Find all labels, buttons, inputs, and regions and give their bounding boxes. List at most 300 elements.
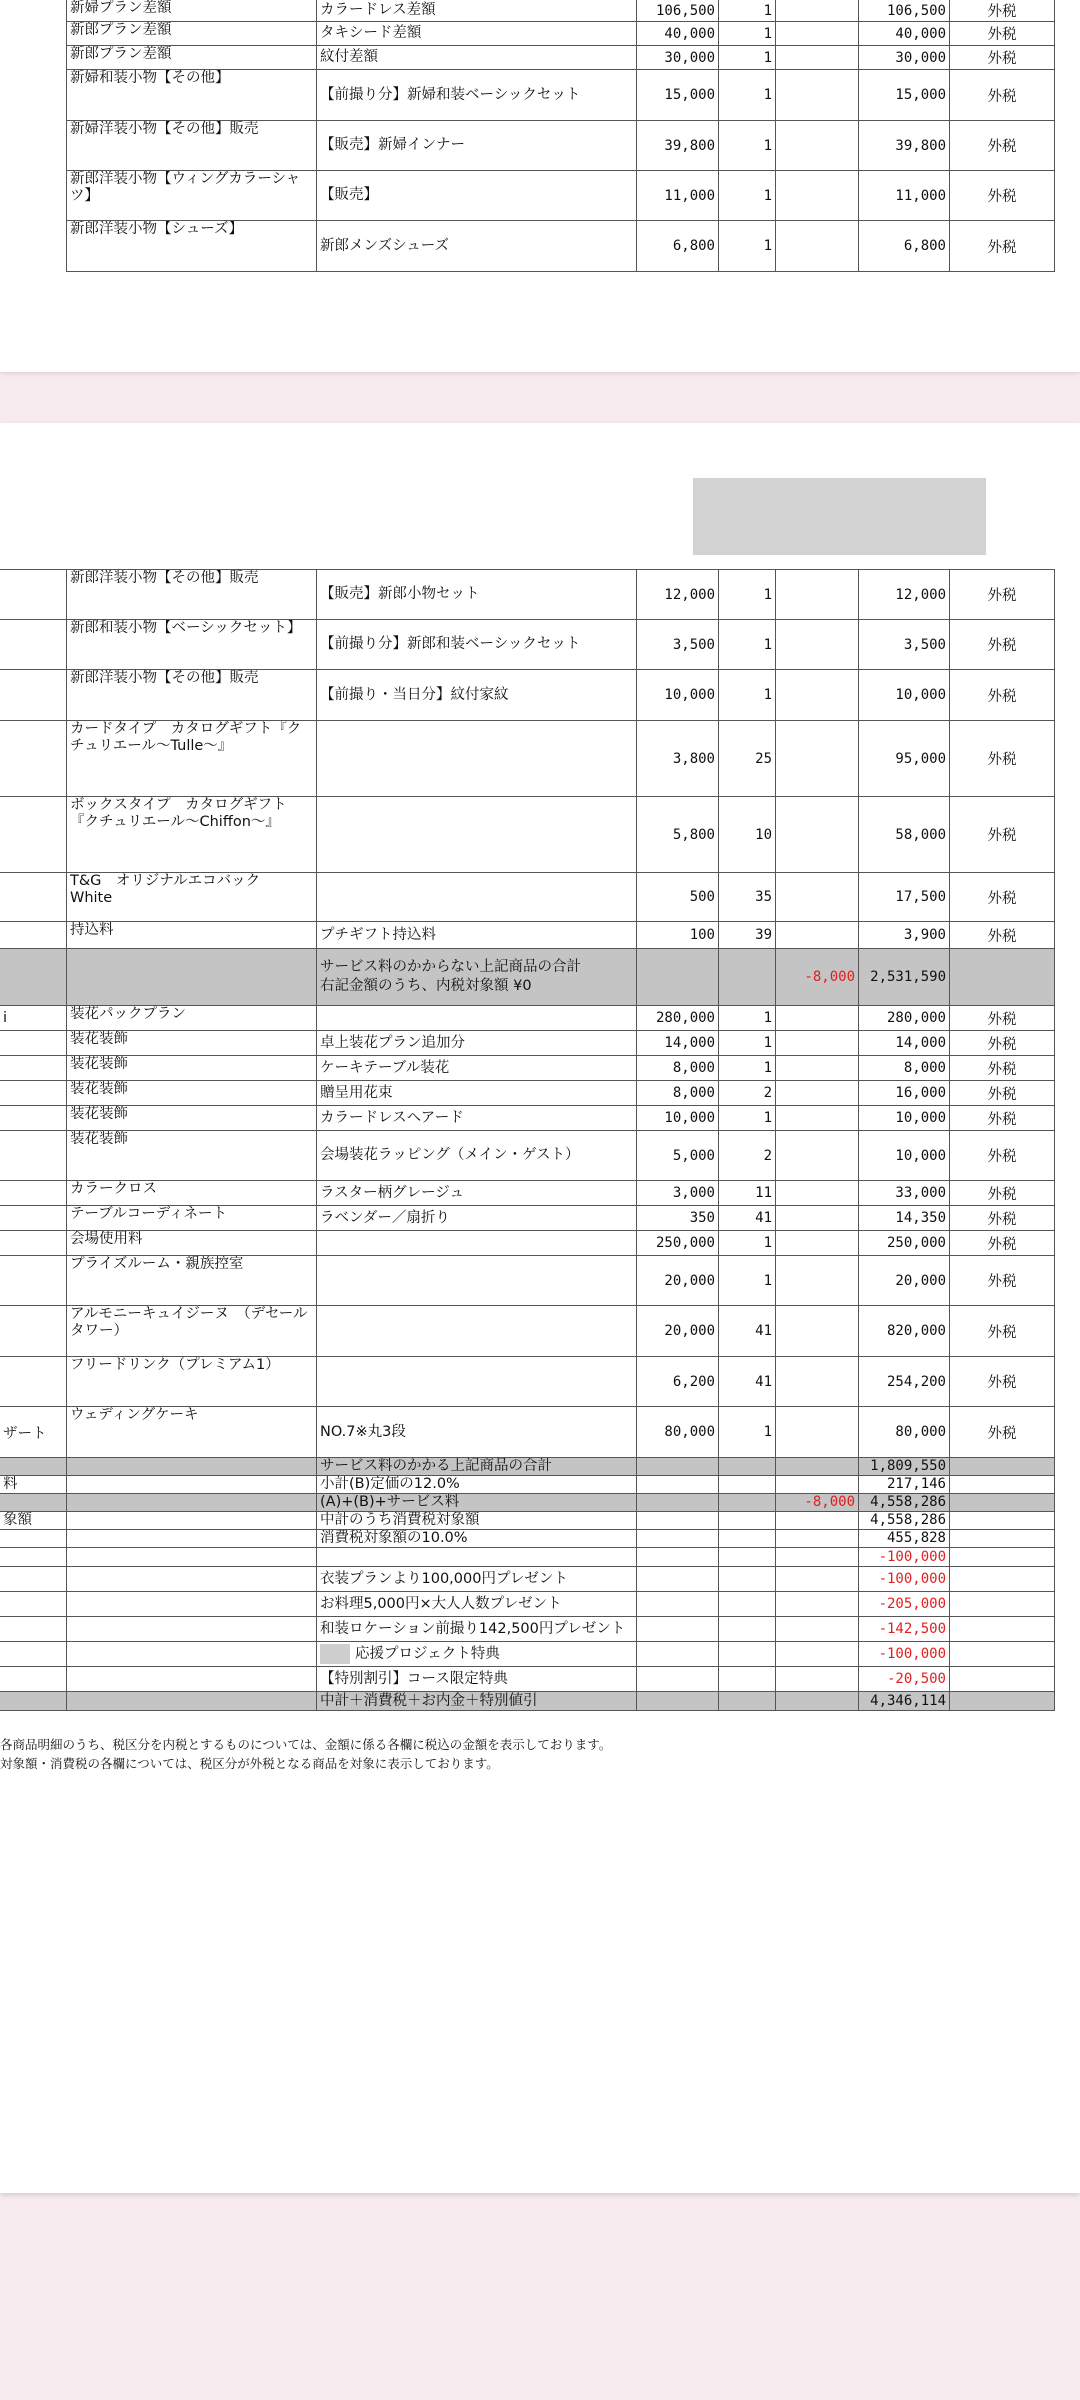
- unit-price-cell: 40,000: [637, 22, 719, 46]
- table-row: [67, 46, 1055, 70]
- table-row: [0, 1407, 1055, 1458]
- category-cell: [0, 1692, 67, 1711]
- amount-cell: -205,000: [859, 1592, 950, 1617]
- unit-price-cell: [637, 1642, 719, 1667]
- item-description-cell: ラベンダー／扇折り: [317, 1206, 637, 1231]
- amount-cell: 14,350: [859, 1206, 950, 1231]
- quantity-cell: 39: [719, 922, 776, 949]
- discount-cell: [776, 171, 859, 221]
- tax-type-cell: 外税: [950, 1056, 1055, 1081]
- unit-price-cell: [637, 1530, 719, 1548]
- unit-price-cell: [637, 1692, 719, 1711]
- item-description-cell: 中計のうち消費税対象額: [317, 1512, 637, 1530]
- item-description-cell: サービス料のかからない上記商品の合計 右記金額のうち、内税対象額 ¥0: [317, 949, 637, 1006]
- item-description-cell: 【販売】新郎小物セット: [317, 570, 637, 620]
- item-description-cell: プチギフト持込料: [317, 922, 637, 949]
- item-name-cell: 新婦和装小物【その他】: [67, 70, 317, 121]
- category-cell: 料: [0, 1476, 67, 1494]
- item-name-cell: [67, 1476, 317, 1494]
- amount-cell: 14,000: [859, 1031, 950, 1056]
- discount-cell: [776, 1458, 859, 1476]
- discount-cell: -8,000: [776, 1494, 859, 1512]
- quantity-cell: [719, 1592, 776, 1617]
- table-row: [0, 1642, 1055, 1667]
- tax-type-cell: 外税: [950, 171, 1055, 221]
- tax-type-cell: [950, 1512, 1055, 1530]
- discount-cell: [776, 1476, 859, 1494]
- category-cell: [0, 1667, 67, 1692]
- amount-cell: 10,000: [859, 670, 950, 721]
- quantity-cell: 1: [719, 1106, 776, 1131]
- discount-cell: [776, 1256, 859, 1306]
- tax-type-cell: 外税: [950, 1256, 1055, 1306]
- item-description-cell: [317, 797, 637, 873]
- discount-cell: [776, 22, 859, 46]
- unit-price-cell: 11,000: [637, 171, 719, 221]
- category-cell: [0, 1031, 67, 1056]
- item-description-cell: ケーキテーブル装花: [317, 1056, 637, 1081]
- item-name-cell: [67, 1617, 317, 1642]
- item-description-cell: [317, 1357, 637, 1407]
- amount-cell: 12,000: [859, 570, 950, 620]
- discount-cell: [776, 1031, 859, 1056]
- item-name-cell: [67, 1692, 317, 1711]
- tax-type-cell: 外税: [950, 570, 1055, 620]
- amount-cell: 95,000: [859, 721, 950, 797]
- quantity-cell: 1: [719, 620, 776, 670]
- quantity-cell: [719, 1667, 776, 1692]
- tax-type-cell: 外税: [950, 721, 1055, 797]
- tax-type-cell: [950, 949, 1055, 1006]
- amount-cell: 6,800: [859, 221, 950, 272]
- discount-cell: [776, 1357, 859, 1407]
- tax-type-cell: [950, 1692, 1055, 1711]
- quantity-cell: 25: [719, 721, 776, 797]
- discount-cell: [776, 1567, 859, 1592]
- item-name-cell: 装花装飾: [67, 1106, 317, 1131]
- table-row: [0, 1106, 1055, 1131]
- amount-cell: 10,000: [859, 1131, 950, 1181]
- table-row: [0, 1476, 1055, 1494]
- item-description-cell: 中計＋消費税＋お内金＋特別値引: [317, 1692, 637, 1711]
- discount-cell: [776, 1617, 859, 1642]
- item-name-cell: フリードリンク（プレミアム1）: [67, 1357, 317, 1407]
- tax-type-cell: 外税: [950, 1231, 1055, 1256]
- line-items-table-1: [66, 0, 1055, 272]
- amount-cell: -142,500: [859, 1617, 950, 1642]
- discount-cell: [776, 1306, 859, 1357]
- table-row: [0, 1592, 1055, 1617]
- item-description-cell: 和装ロケーション前撮り142,500円プレゼント: [317, 1617, 637, 1642]
- table-row: [67, 121, 1055, 171]
- category-cell: [0, 1458, 67, 1476]
- amount-cell: 4,558,286: [859, 1494, 950, 1512]
- item-description-cell: ラスター柄グレージュ: [317, 1181, 637, 1206]
- unit-price-cell: [637, 1592, 719, 1617]
- discount-cell: [776, 1692, 859, 1711]
- category-cell: [0, 949, 67, 1006]
- item-description-cell: 【特別割引】コース限定特典: [317, 1667, 637, 1692]
- table-row: [0, 1357, 1055, 1407]
- quantity-cell: 1: [719, 1256, 776, 1306]
- item-description-cell: [317, 1256, 637, 1306]
- unit-price-cell: [637, 949, 719, 1006]
- item-description-cell: 【前撮り分】新婦和装ベーシックセット: [317, 70, 637, 121]
- amount-cell: 455,828: [859, 1530, 950, 1548]
- category-cell: [0, 1530, 67, 1548]
- item-name-cell: [67, 1512, 317, 1530]
- unit-price-cell: 350: [637, 1206, 719, 1231]
- amount-cell: 80,000: [859, 1407, 950, 1458]
- discount-cell: [776, 70, 859, 121]
- item-name-cell: [67, 1592, 317, 1617]
- unit-price-cell: 3,800: [637, 721, 719, 797]
- table-row: [0, 1006, 1055, 1031]
- discount-cell: [776, 1106, 859, 1131]
- item-description-cell: [317, 1548, 637, 1567]
- category-cell: [0, 1181, 67, 1206]
- category-cell: [0, 670, 67, 721]
- table-row: [0, 1306, 1055, 1357]
- amount-cell: 16,000: [859, 1081, 950, 1106]
- category-cell: [0, 721, 67, 797]
- item-name-cell: カラークロス: [67, 1181, 317, 1206]
- amount-cell: 17,500: [859, 873, 950, 922]
- tax-type-cell: 外税: [950, 1031, 1055, 1056]
- amount-cell: 39,800: [859, 121, 950, 171]
- item-name-cell: [67, 1530, 317, 1548]
- quantity-cell: 1: [719, 22, 776, 46]
- unit-price-cell: 3,500: [637, 620, 719, 670]
- item-name-cell: 新郎プラン差額: [67, 46, 317, 70]
- quantity-cell: 41: [719, 1306, 776, 1357]
- category-cell: [0, 1357, 67, 1407]
- discount-cell: [776, 1131, 859, 1181]
- amount-cell: 11,000: [859, 171, 950, 221]
- unit-price-cell: 20,000: [637, 1306, 719, 1357]
- tax-type-cell: [950, 1567, 1055, 1592]
- table-row: [0, 873, 1055, 922]
- category-cell: [0, 1106, 67, 1131]
- quantity-cell: [719, 1494, 776, 1512]
- unit-price-cell: 5,000: [637, 1131, 719, 1181]
- item-name-cell: 装花装飾: [67, 1056, 317, 1081]
- item-name-cell: [67, 1548, 317, 1567]
- category-cell: [0, 570, 67, 620]
- category-cell: [0, 1592, 67, 1617]
- discount-cell: [776, 670, 859, 721]
- item-description-cell: タキシード差額: [317, 22, 637, 46]
- discount-cell: [776, 873, 859, 922]
- item-name-cell: 新郎洋装小物【ウィングカラーシャツ】: [67, 171, 317, 221]
- discount-cell: [776, 1667, 859, 1692]
- unit-price-cell: [637, 1617, 719, 1642]
- unit-price-cell: 80,000: [637, 1407, 719, 1458]
- discount-cell: [776, 1231, 859, 1256]
- item-description-cell: 消費税対象額の10.0%: [317, 1530, 637, 1548]
- discount-cell: [776, 620, 859, 670]
- category-cell: [0, 797, 67, 873]
- item-description-cell: (A)+(B)+サービス料: [317, 1494, 637, 1512]
- item-name-cell: カードタイプ カタログギフト『クチュリエール～Tulle～』: [67, 721, 317, 797]
- discount-cell: [776, 121, 859, 171]
- table-row: [0, 1667, 1055, 1692]
- category-cell: [0, 873, 67, 922]
- amount-cell: 8,000: [859, 1056, 950, 1081]
- table-row: [0, 1512, 1055, 1530]
- unit-price-cell: 100: [637, 922, 719, 949]
- unit-price-cell: 10,000: [637, 670, 719, 721]
- table-row: [0, 1231, 1055, 1256]
- item-name-cell: 新婦洋装小物【その他】販売: [67, 121, 317, 171]
- discount-cell: [776, 221, 859, 272]
- total-row: [0, 1494, 1055, 1512]
- tax-type-cell: 外税: [950, 1357, 1055, 1407]
- unit-price-cell: 14,000: [637, 1031, 719, 1056]
- item-name-cell: ボックスタイプ カタログギフト『クチュリエール～Chiffon～』: [67, 797, 317, 873]
- item-name-cell: 装花パックプラン: [67, 1006, 317, 1031]
- tax-type-cell: [950, 1548, 1055, 1567]
- table-row: [0, 1131, 1055, 1181]
- footnotes: [0, 1735, 611, 1773]
- item-description-cell: 衣装プランより100,000円プレゼント: [317, 1567, 637, 1592]
- tax-type-cell: [950, 1617, 1055, 1642]
- amount-cell: 40,000: [859, 22, 950, 46]
- item-name-cell: [67, 1494, 317, 1512]
- unit-price-cell: [637, 1512, 719, 1530]
- quantity-cell: 2: [719, 1131, 776, 1181]
- amount-cell: 2,531,590: [859, 949, 950, 1006]
- tax-type-cell: 外税: [950, 1407, 1055, 1458]
- category-cell: [0, 1081, 67, 1106]
- tax-type-cell: [950, 1642, 1055, 1667]
- statement-page-2: [0, 423, 1080, 2193]
- item-description-cell: [317, 1006, 637, 1031]
- item-description-cell: NO.7※丸3段: [317, 1407, 637, 1458]
- table-row: [0, 570, 1055, 620]
- quantity-cell: 41: [719, 1357, 776, 1407]
- item-description-cell: [317, 1306, 637, 1357]
- quantity-cell: 35: [719, 873, 776, 922]
- unit-price-cell: 6,800: [637, 221, 719, 272]
- unit-price-cell: 500: [637, 873, 719, 922]
- tax-type-cell: [950, 1530, 1055, 1548]
- total-row: [0, 1692, 1055, 1711]
- unit-price-cell: 20,000: [637, 1256, 719, 1306]
- item-description-cell: 小計(B)定価の12.0%: [317, 1476, 637, 1494]
- quantity-cell: 1: [719, 1407, 776, 1458]
- table-row: [0, 1081, 1055, 1106]
- quantity-cell: 41: [719, 1206, 776, 1231]
- table-row: [0, 1056, 1055, 1081]
- table-row: [67, 70, 1055, 121]
- item-name-cell: ウェディングケーキ: [67, 1407, 317, 1458]
- discount-cell: [776, 46, 859, 70]
- quantity-cell: [719, 949, 776, 1006]
- item-name-cell: [67, 1567, 317, 1592]
- table-row: [0, 1530, 1055, 1548]
- tax-type-cell: 外税: [950, 670, 1055, 721]
- tax-type-cell: 外税: [950, 797, 1055, 873]
- tax-type-cell: 外税: [950, 620, 1055, 670]
- tax-type-cell: 外税: [950, 0, 1055, 22]
- amount-cell: 20,000: [859, 1256, 950, 1306]
- unit-price-cell: 250,000: [637, 1231, 719, 1256]
- item-name-cell: [67, 949, 317, 1006]
- amount-cell: 33,000: [859, 1181, 950, 1206]
- discount-cell: [776, 1512, 859, 1530]
- unit-price-cell: 8,000: [637, 1056, 719, 1081]
- amount-cell: -100,000: [859, 1567, 950, 1592]
- amount-cell: 820,000: [859, 1306, 950, 1357]
- table-row: [0, 721, 1055, 797]
- unit-price-cell: 12,000: [637, 570, 719, 620]
- amount-cell: 4,558,286: [859, 1512, 950, 1530]
- quantity-cell: [719, 1617, 776, 1642]
- unit-price-cell: 106,500: [637, 0, 719, 22]
- footnote: 対象額・消費税の各欄については、税区分が外税となる商品を対象に表示しております。: [0, 1756, 499, 1771]
- line-items-table-2: [0, 569, 1055, 1711]
- quantity-cell: 1: [719, 121, 776, 171]
- category-cell: [0, 1231, 67, 1256]
- item-name-cell: [67, 1458, 317, 1476]
- table-row: [0, 1617, 1055, 1642]
- quantity-cell: 11: [719, 1181, 776, 1206]
- discount-cell: [776, 1206, 859, 1231]
- quantity-cell: 2: [719, 1081, 776, 1106]
- amount-cell: 1,809,550: [859, 1458, 950, 1476]
- table-row: [0, 1206, 1055, 1231]
- discount-cell: [776, 1056, 859, 1081]
- tax-type-cell: 外税: [950, 221, 1055, 272]
- table-row: [0, 797, 1055, 873]
- quantity-cell: 1: [719, 570, 776, 620]
- discount-cell: [776, 1592, 859, 1617]
- table-row: [0, 1181, 1055, 1206]
- statement-page-1: [0, 0, 1080, 372]
- item-description-cell: 【前撮り・当日分】紋付家紋: [317, 670, 637, 721]
- discount-cell: [776, 721, 859, 797]
- amount-cell: -20,500: [859, 1667, 950, 1692]
- tax-type-cell: 外税: [950, 1081, 1055, 1106]
- amount-cell: -100,000: [859, 1548, 950, 1567]
- discount-cell: [776, 1181, 859, 1206]
- tax-type-cell: 外税: [950, 22, 1055, 46]
- table-row: [67, 171, 1055, 221]
- discount-cell: -8,000: [776, 949, 859, 1006]
- item-description-cell: サービス料のかかる上記商品の合計: [317, 1458, 637, 1476]
- category-cell: [0, 1642, 67, 1667]
- discount-cell: [776, 922, 859, 949]
- quantity-cell: 1: [719, 70, 776, 121]
- discount-cell: [776, 0, 859, 22]
- unit-price-cell: 10,000: [637, 1106, 719, 1131]
- unit-price-cell: 15,000: [637, 70, 719, 121]
- category-cell: [0, 1206, 67, 1231]
- table-row: [0, 1031, 1055, 1056]
- item-description-cell: 応援プロジェクト特典: [317, 1642, 637, 1667]
- redacted-block: [693, 478, 986, 555]
- table-row: [67, 22, 1055, 46]
- tax-type-cell: [950, 1458, 1055, 1476]
- amount-cell: 4,346,114: [859, 1692, 950, 1711]
- item-description-cell: 卓上装花プラン追加分: [317, 1031, 637, 1056]
- quantity-cell: 1: [719, 171, 776, 221]
- item-name-cell: 新婦プラン差額: [67, 0, 317, 22]
- item-description-cell: カラードレス差額: [317, 0, 637, 22]
- tax-type-cell: 外税: [950, 1181, 1055, 1206]
- table-row: [0, 670, 1055, 721]
- item-description-cell: 会場装花ラッピング（メイン・ゲスト）: [317, 1131, 637, 1181]
- item-name-cell: 新郎和装小物【ベーシックセット】: [67, 620, 317, 670]
- quantity-cell: 1: [719, 1231, 776, 1256]
- item-description-cell: [317, 721, 637, 797]
- item-name-cell: 装花装飾: [67, 1081, 317, 1106]
- category-cell: [0, 1548, 67, 1567]
- unit-price-cell: [637, 1548, 719, 1567]
- footnote: 各商品明細のうち、税区分を内税とするものについては、金額に係る各欄に税込の金額を表示しております。: [0, 1737, 612, 1752]
- quantity-cell: 1: [719, 1006, 776, 1031]
- quantity-cell: 1: [719, 221, 776, 272]
- tax-type-cell: 外税: [950, 121, 1055, 171]
- tax-type-cell: 外税: [950, 70, 1055, 121]
- item-description-cell: 【販売】新婦インナー: [317, 121, 637, 171]
- tax-type-cell: 外税: [950, 46, 1055, 70]
- amount-cell: 217,146: [859, 1476, 950, 1494]
- tax-type-cell: [950, 1667, 1055, 1692]
- amount-cell: 280,000: [859, 1006, 950, 1031]
- amount-cell: 30,000: [859, 46, 950, 70]
- amount-cell: 106,500: [859, 0, 950, 22]
- item-description-cell: 【販売】: [317, 171, 637, 221]
- item-name-cell: [67, 1642, 317, 1667]
- redacted-mark: [320, 1644, 350, 1664]
- table-row: [0, 1548, 1055, 1567]
- item-description-cell: お料理5,000円×大人人数プレゼント: [317, 1592, 637, 1617]
- category-cell: [0, 1494, 67, 1512]
- tax-type-cell: 外税: [950, 1131, 1055, 1181]
- unit-price-cell: 5,800: [637, 797, 719, 873]
- amount-cell: 58,000: [859, 797, 950, 873]
- total-row: [0, 949, 1055, 1006]
- quantity-cell: [719, 1458, 776, 1476]
- item-name-cell: 装花装飾: [67, 1031, 317, 1056]
- discount-cell: [776, 797, 859, 873]
- category-cell: i: [0, 1006, 67, 1031]
- quantity-cell: [719, 1642, 776, 1667]
- tax-type-cell: 外税: [950, 1206, 1055, 1231]
- quantity-cell: 1: [719, 670, 776, 721]
- quantity-cell: 1: [719, 0, 776, 22]
- category-cell: [0, 1567, 67, 1592]
- quantity-cell: [719, 1692, 776, 1711]
- discount-cell: [776, 1407, 859, 1458]
- category-cell: [0, 1131, 67, 1181]
- quantity-cell: [719, 1530, 776, 1548]
- discount-cell: [776, 570, 859, 620]
- category-cell: ザート: [0, 1407, 67, 1458]
- item-name-cell: [67, 1667, 317, 1692]
- item-name-cell: 持込料: [67, 922, 317, 949]
- unit-price-cell: 3,000: [637, 1181, 719, 1206]
- discount-cell: [776, 1530, 859, 1548]
- item-name-cell: 会場使用料: [67, 1231, 317, 1256]
- unit-price-cell: 39,800: [637, 121, 719, 171]
- discount-cell: [776, 1642, 859, 1667]
- item-name-cell: プライズルーム・親族控室: [67, 1256, 317, 1306]
- quantity-cell: [719, 1512, 776, 1530]
- quantity-cell: 1: [719, 46, 776, 70]
